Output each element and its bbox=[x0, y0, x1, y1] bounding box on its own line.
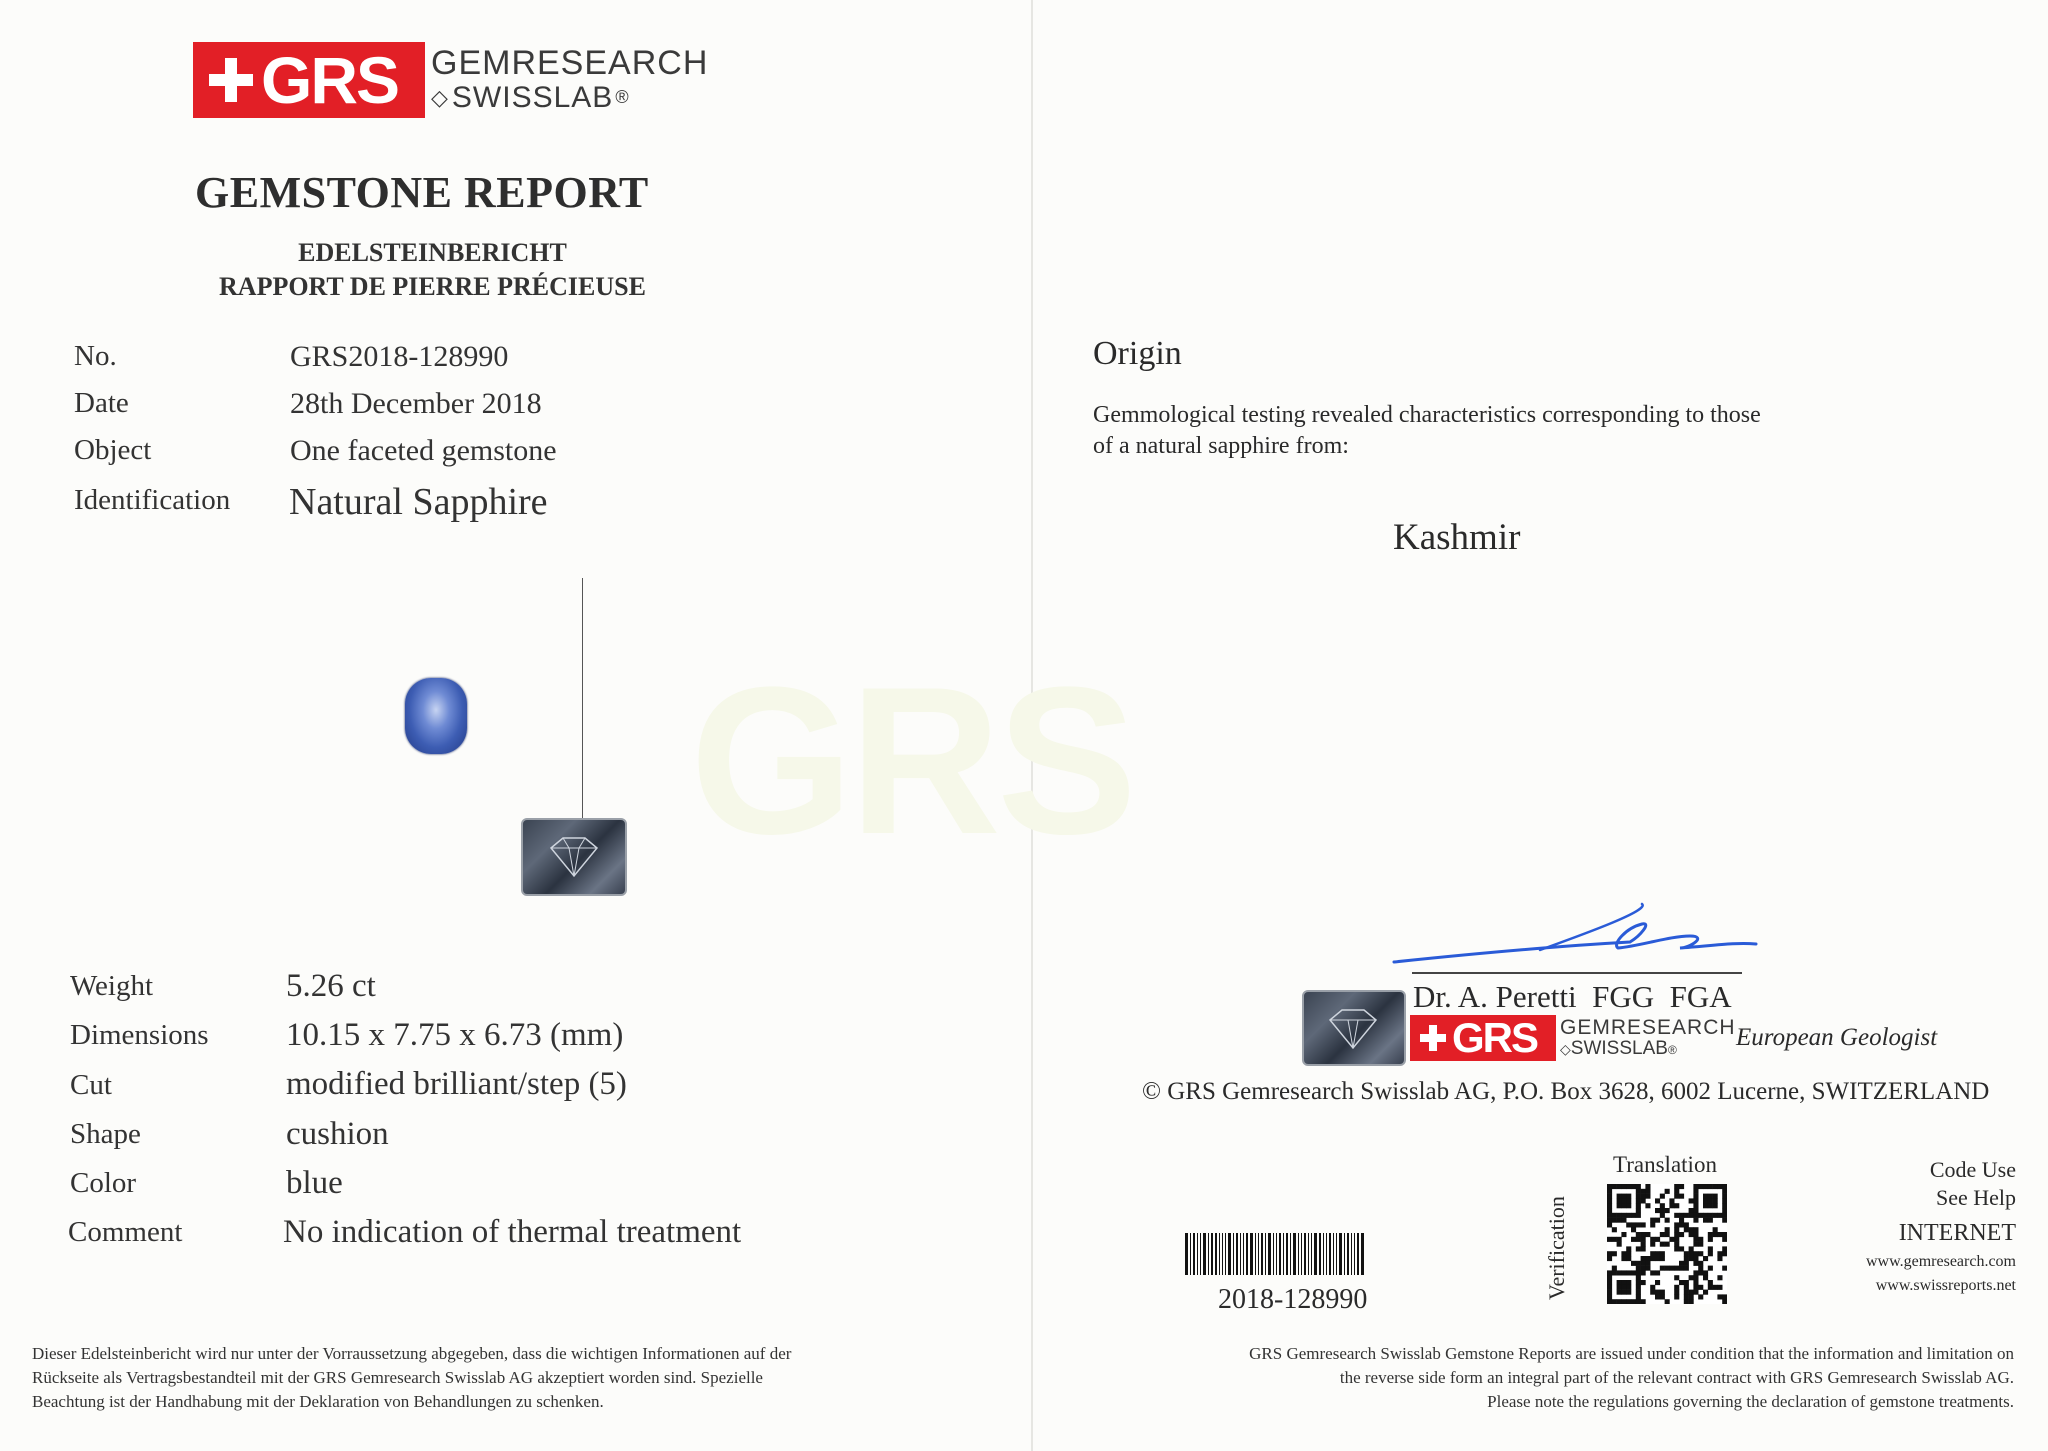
logo-line-swisslab: SWISSLAB bbox=[451, 81, 614, 115]
disclaimer-english: GRS Gemresearch Swisslab Gemstone Reports are issued under condition that the information and limitation on the reverse side form an integral part of the relevant contract with GRS Gemresearch Swisslab AG. Please note the regulations governing the declaration of gemstone treatments. bbox=[1249, 1344, 2014, 1411]
barcode-bar bbox=[1233, 1233, 1234, 1275]
origin-heading: Origin bbox=[1093, 335, 1182, 372]
field-label-no: No. bbox=[74, 340, 117, 372]
subtitle-german: EDELSTEINBERICHT bbox=[298, 238, 567, 267]
field-value-dimensions: 10.15 x 7.75 x 6.73 (mm) bbox=[286, 1017, 624, 1053]
field-value-color: blue bbox=[286, 1165, 343, 1201]
field-label-color: Color bbox=[70, 1167, 137, 1199]
barcode-bar bbox=[1323, 1233, 1324, 1275]
field-label-comment: Comment bbox=[68, 1216, 183, 1248]
field-label-dimensions: Dimensions bbox=[70, 1019, 209, 1051]
barcode-bar bbox=[1265, 1233, 1266, 1275]
disclaimer-german: Dieser Edelsteinbericht wird nur unter der Vorraussetzung abgegeben, dass die wichtigen Informationen auf der Rückseite als Vertragsbestandteil mit der GRS Gemresearch Swisslab AG akzeptiert worden sind. Spezielle Beachtung ist der Handhabung mit der Deklaration von Behandlungen zu schenken. bbox=[32, 1344, 792, 1411]
barcode-bar bbox=[1290, 1233, 1291, 1275]
field-value-cut: modified brilliant/step (5) bbox=[286, 1066, 627, 1102]
barcode-bar bbox=[1211, 1233, 1213, 1275]
report-title: GEMSTONE REPORT bbox=[195, 168, 649, 217]
barcode-bar bbox=[1246, 1233, 1248, 1275]
barcode-bar bbox=[1314, 1233, 1317, 1275]
field-label-shape: Shape bbox=[70, 1118, 141, 1150]
swiss-cross-icon bbox=[1420, 1025, 1446, 1051]
field-label-weight: Weight bbox=[70, 970, 154, 1002]
barcode-bar bbox=[1336, 1233, 1337, 1275]
barcode-bar bbox=[1319, 1233, 1321, 1275]
field-label-object: Object bbox=[74, 434, 152, 466]
vertical-guide-line bbox=[582, 578, 583, 824]
barcode-bar bbox=[1326, 1233, 1327, 1275]
barcode-bar bbox=[1268, 1233, 1271, 1275]
barcode-bar bbox=[1225, 1233, 1226, 1275]
barcode-bar bbox=[1250, 1233, 1253, 1275]
signature-line bbox=[1412, 972, 1742, 974]
qr-code[interactable] bbox=[1607, 1184, 1727, 1304]
see-help-label: See Help bbox=[1935, 1185, 2016, 1210]
help-block bbox=[1840, 1156, 2016, 1298]
code-use-label: Code Use bbox=[1929, 1157, 2016, 1182]
barcode-bar bbox=[1261, 1233, 1263, 1275]
barcode-bar bbox=[1329, 1233, 1331, 1275]
url-gemresearch[interactable]: www.gemresearch.com bbox=[1865, 1253, 2016, 1270]
barcode-bar bbox=[1258, 1233, 1259, 1275]
barcode bbox=[1185, 1233, 1417, 1275]
field-value-no: GRS2018-128990 bbox=[290, 340, 509, 373]
barcode-bar bbox=[1361, 1233, 1364, 1275]
barcode-bar bbox=[1193, 1233, 1195, 1275]
grs-logo-mark: GRS bbox=[193, 42, 425, 118]
grs-logo-small: GRS GEMRESEARCH ◇SWISSLAB® bbox=[1410, 1015, 1736, 1061]
field-value-object: One faceted gemstone bbox=[290, 434, 557, 467]
barcode-bar bbox=[1354, 1233, 1355, 1275]
barcode-bar bbox=[1308, 1233, 1309, 1275]
diamond-icon: ◇ bbox=[1560, 1041, 1571, 1058]
barcode-bar bbox=[1339, 1233, 1342, 1275]
field-value-identification: Natural Sapphire bbox=[289, 481, 548, 523]
barcode-bar bbox=[1279, 1233, 1281, 1275]
field-label-date: Date bbox=[74, 387, 129, 419]
grs-logo bbox=[193, 42, 708, 118]
registered-icon: ® bbox=[1667, 1043, 1677, 1058]
barcode-bar bbox=[1203, 1233, 1206, 1275]
barcode-bar bbox=[1273, 1233, 1274, 1275]
subtitle-french: RAPPORT DE PIERRE PRÉCIEUSE bbox=[219, 272, 646, 301]
origin-text: Gemmological testing revealed characteristics corresponding to those of a natural sapphire from: bbox=[1093, 402, 1761, 459]
barcode-bar bbox=[1357, 1233, 1359, 1275]
logo-line-gemresearch: GEMRESEARCH bbox=[431, 44, 709, 83]
barcode-number: 2018-128990 bbox=[1218, 1284, 1368, 1315]
barcode-bar bbox=[1255, 1233, 1256, 1275]
internet-label: INTERNET bbox=[1898, 1220, 2016, 1246]
diamond-hologram-icon bbox=[523, 820, 625, 894]
barcode-bar bbox=[1219, 1233, 1220, 1275]
barcode-bar bbox=[1243, 1233, 1244, 1275]
copyright-line: © GRS Gemresearch Swisslab AG, P.O. Box 3628, 6002 Lucerne, SWITZERLAND bbox=[1142, 1078, 1990, 1105]
field-label-cut: Cut bbox=[70, 1069, 112, 1101]
barcode-bar bbox=[1222, 1233, 1223, 1275]
field-value-comment: No indication of thermal treatment bbox=[283, 1214, 742, 1250]
report-subtitle bbox=[180, 236, 685, 304]
barcode-bar bbox=[1333, 1233, 1334, 1275]
sapphire-photo bbox=[405, 678, 467, 754]
diamond-icon: ◇ bbox=[431, 85, 448, 111]
barcode-bar bbox=[1185, 1233, 1188, 1275]
barcode-bar bbox=[1301, 1233, 1302, 1275]
verification-label: Verification bbox=[1544, 1196, 1569, 1300]
barcode-bar bbox=[1276, 1233, 1277, 1275]
barcode-bar bbox=[1240, 1233, 1241, 1275]
hologram-seal bbox=[521, 818, 627, 896]
diamond-hologram-icon bbox=[1304, 992, 1404, 1064]
barcode-bar bbox=[1311, 1233, 1312, 1275]
barcode-bar bbox=[1283, 1233, 1284, 1275]
barcode-bar bbox=[1228, 1233, 1231, 1275]
barcode-bar bbox=[1215, 1233, 1217, 1275]
barcode-bar bbox=[1293, 1233, 1296, 1275]
barcode-bar bbox=[1304, 1233, 1306, 1275]
grs-logo-mark-small: GRS bbox=[1410, 1015, 1556, 1061]
barcode-bar bbox=[1190, 1233, 1191, 1275]
qr-pattern-icon bbox=[1607, 1184, 1727, 1304]
hologram-seal-signature bbox=[1302, 990, 1406, 1066]
signature bbox=[1390, 896, 1760, 970]
barcode-bar bbox=[1236, 1233, 1238, 1275]
field-value-weight: 5.26 ct bbox=[286, 968, 376, 1004]
barcode-bar bbox=[1298, 1233, 1299, 1275]
barcode-bar bbox=[1200, 1233, 1201, 1275]
barcode-bar bbox=[1347, 1233, 1349, 1275]
barcode-bar bbox=[1351, 1233, 1352, 1275]
translation-label: Translation bbox=[1613, 1152, 1717, 1177]
signatory-name: Dr. A. Peretti FGG FGA bbox=[1413, 979, 1732, 1014]
field-value-shape: cushion bbox=[286, 1116, 389, 1152]
barcode-bar bbox=[1208, 1233, 1209, 1275]
barcode-bar bbox=[1286, 1233, 1288, 1275]
swiss-cross-icon bbox=[209, 58, 253, 102]
barcode-bar bbox=[1197, 1233, 1198, 1275]
grs-watermark: GRS bbox=[690, 643, 1134, 878]
registered-icon: ® bbox=[615, 87, 629, 108]
field-value-date: 28th December 2018 bbox=[290, 387, 542, 420]
origin-value: Kashmir bbox=[1393, 517, 1521, 558]
signatory-title: European Geologist bbox=[1736, 1024, 1938, 1051]
url-swissreports[interactable]: www.swissreports.net bbox=[1875, 1277, 2016, 1294]
field-label-identification: Identification bbox=[74, 484, 231, 516]
barcode-bar bbox=[1344, 1233, 1345, 1275]
